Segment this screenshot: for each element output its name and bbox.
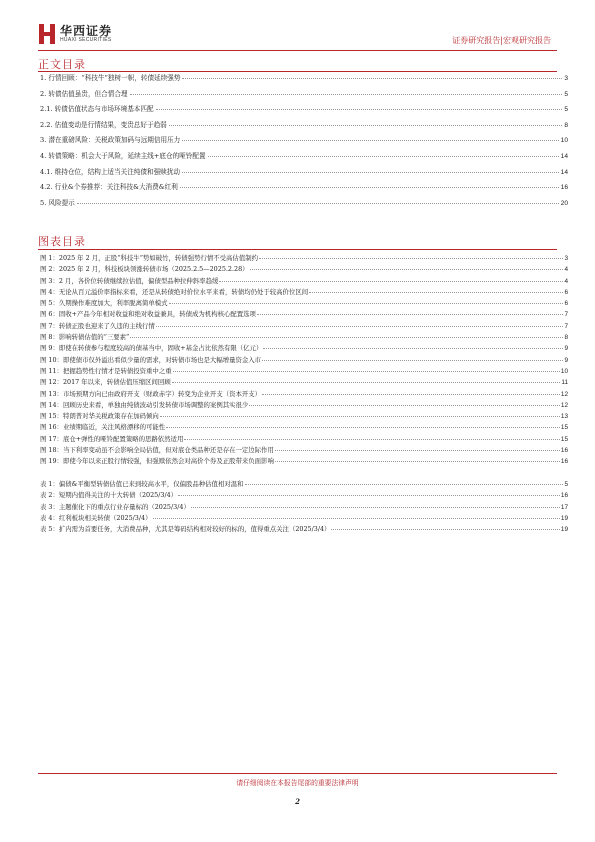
figure-entry-label: 图 1：2025 年 2 月，正股“科技牛”势如破竹，转债强势行情不受高估值制约 (40, 254, 258, 262)
figure-entry-page: 12 (560, 390, 568, 398)
figure-entry-page: 3 (564, 255, 568, 262)
toc-entry-label: 2.1. 转债估值状态与市场环境基本匹配 (40, 105, 154, 114)
figure-entry-page: 11 (561, 379, 568, 387)
toc-entry-label: 3. 潜在重磅风险：关税政策加码与远期信用压力 (40, 136, 181, 145)
toc-entry[interactable] (40, 119, 568, 135)
toc-entry-page: 16 (560, 184, 568, 192)
toc-entry-page: 10 (560, 137, 568, 145)
figure-entry-page: 12 (560, 401, 568, 409)
figure-entry-label: 图 8：影响转债估值的“三要素” (40, 333, 130, 342)
figure-entry[interactable] (40, 434, 568, 445)
company-logo (38, 22, 148, 46)
figure-entry-page: 5 (564, 480, 568, 488)
toc-entry[interactable] (40, 88, 568, 104)
legal-disclaimer: 请仔细阅读在本报告尾部的重要法律声明 (236, 779, 359, 787)
toc-entry-page: 14 (560, 168, 568, 176)
toc-entry[interactable] (40, 72, 568, 88)
toc-entry-page: 20 (560, 199, 568, 207)
figure-entry[interactable] (40, 298, 568, 309)
figure-entry[interactable] (40, 400, 568, 411)
toc-entry-page: 8 (564, 121, 568, 129)
figure-entry[interactable] (40, 513, 568, 524)
dot-leader (130, 94, 563, 95)
figure-entry-label: 表 4：红利板块相关转债（2025/3/4） (40, 513, 152, 522)
figure-entry[interactable] (40, 377, 568, 388)
dot-leader (166, 427, 560, 428)
toc-entry[interactable] (40, 103, 568, 119)
page-header (0, 0, 595, 52)
figure-entry-page: 9 (564, 345, 568, 353)
dot-leader (169, 303, 564, 304)
figure-entry-label: 图 14：回顾历史来看，单独由纯债波动引发转债市场调整的案例其实很少 (40, 400, 249, 409)
figure-entry-label: 图 11：把握趋势性行情才是转债投资重中之重 (40, 366, 172, 375)
dot-leader (77, 203, 559, 204)
figure-entry-label: 图 2：2025 年 2 月，科技板块领涨转债市场（2025.2.5—2025.2.28） (40, 265, 249, 274)
figure-entry-page: 7 (564, 311, 568, 319)
toc-entry[interactable] (40, 166, 568, 182)
dot-leader (259, 258, 563, 259)
figure-entry-page: 6 (564, 300, 568, 308)
dot-leader (184, 439, 560, 440)
dot-leader (156, 326, 564, 327)
dot-leader (180, 187, 559, 188)
figure-entry[interactable] (40, 276, 568, 287)
figure-entry-label: 图 5：久期操作难度加大，利率脱离简单模式 (40, 299, 168, 308)
figures-title-rule (38, 249, 557, 250)
figure-entry[interactable] (40, 287, 568, 298)
dot-leader (191, 507, 560, 508)
dot-leader (262, 360, 563, 361)
toc-list (40, 72, 568, 212)
figure-entry-label: 图 12：2017 年以来，转债估值压缩区间回顾 (40, 378, 171, 387)
dot-leader (331, 529, 559, 530)
figure-entry-label: 图 9：即使在转债参与程度较高的债基当中，固收+基金占比依然有限（亿元） (40, 344, 263, 353)
figure-entry-label: 图 15：特朗普对华关税政策存在加码倾向 (40, 412, 159, 421)
figure-entry-label: 图 4：无论从百元溢价率指标来看，还是从转债绝对价位水平来看，转债均仍处于较高价位区间 (40, 287, 309, 296)
figure-entry-page: 6 (564, 288, 568, 296)
huaxi-logo-icon (38, 22, 56, 46)
figure-entry[interactable] (40, 502, 568, 513)
dot-leader (169, 125, 563, 126)
figure-entry[interactable] (40, 411, 568, 422)
toc-entry-page: 5 (564, 90, 568, 98)
toc-entry[interactable] (40, 181, 568, 197)
toc-entry-page: 14 (560, 152, 568, 160)
figure-entry[interactable] (40, 332, 568, 343)
dot-leader (250, 269, 564, 270)
footer-divider (38, 773, 557, 774)
toc-entry-label: 2.2. 估值变动是行情结果，变贵总好于趋弱 (40, 120, 167, 129)
dot-leader (173, 371, 560, 372)
figure-entry-page: 10 (560, 367, 568, 375)
figure-entry[interactable] (40, 445, 568, 456)
dot-leader (153, 518, 560, 519)
toc-entry-label: 5. 风险提示 (40, 198, 75, 207)
figure-entry[interactable] (40, 309, 568, 320)
dot-leader (182, 78, 562, 79)
dot-leader (275, 450, 560, 451)
dot-leader (262, 394, 560, 395)
figure-entry-page: 16 (560, 447, 568, 455)
dot-leader (172, 382, 561, 383)
figures-list (40, 253, 568, 535)
toc-entry-label: 4.2. 行业&个券推荐：关注科技&大消费&红利 (40, 183, 178, 192)
dot-leader (263, 348, 563, 349)
toc-entry-label: 2. 转债估值虽贵，但合情合理 (40, 89, 128, 98)
logo-english-name: HUAXI SECURITIES (60, 37, 112, 43)
figure-entry-label: 图 18：当下利率变动虽不会影响全局估值，但对底仓类品种还是存在一定边际作用 (40, 446, 274, 455)
report-type-label: 证券研究报告|宏观研究报告 (452, 36, 551, 45)
figure-entry[interactable] (40, 422, 568, 433)
figure-entry[interactable] (40, 253, 568, 264)
figure-entry[interactable] (40, 490, 568, 501)
dot-leader (257, 314, 563, 315)
dot-leader (156, 109, 563, 110)
figure-entry-page: 19 (560, 526, 568, 534)
figure-entry-page: 4 (564, 266, 568, 274)
toc-title: 正文目录 (38, 58, 86, 71)
figure-entry-label: 图 13：市场预期方向已由政府开支（财政赤字）转变为企业开支（资本开支） (40, 389, 262, 398)
figure-entry-label: 图 3：2 月，各价位转债继续拉估值，偏债型品种拉伸斜率趋缓 (40, 276, 219, 285)
toc-entry-page: 3 (564, 75, 568, 82)
toc-entry-label: 1. 行情回顾：“科技牛”独树一帜，转债延续强势 (40, 74, 181, 82)
figure-entry[interactable] (40, 321, 568, 332)
figure-entry-label: 图 6：固收+产品今年相对收益和绝对收益兼具，转债成为机构核心配置选项 (40, 310, 256, 319)
figure-entry[interactable] (40, 343, 568, 354)
figure-entry-label: 表 1：偏债&平衡型转债估值已来到较高水平，仅偏股品种估值相对温和 (40, 479, 244, 488)
figure-entry[interactable] (40, 366, 568, 377)
dot-leader (130, 337, 563, 338)
list-spacer (40, 468, 568, 479)
logo-chinese-name: 华西证券 (60, 24, 113, 38)
figure-entry[interactable] (40, 264, 568, 275)
figure-entry-page: 15 (560, 435, 568, 443)
figure-entry-label: 图 16：业绩期临近，关注风格漂移的可能性 (40, 423, 166, 432)
dot-leader (178, 495, 560, 496)
figure-entry-label: 表 3：主题催化下的重点行业存量标的（2025/3/4） (40, 502, 190, 511)
figure-entry[interactable] (40, 389, 568, 400)
figure-entry[interactable] (40, 479, 568, 490)
figure-entry-page: 13 (560, 413, 568, 421)
figure-entry-page: 9 (564, 356, 568, 364)
dot-leader (182, 140, 558, 141)
figure-entry-label: 图 17：底仓+弹性的哑铃配置策略的思路依然适用 (40, 434, 184, 443)
dot-leader (245, 484, 564, 485)
page-number: 2 (295, 797, 300, 806)
toc-entry-label: 4.1. 维持仓位，结构上适当关注纯债和强赎扰动 (40, 167, 180, 176)
dot-leader (208, 156, 559, 157)
dot-leader (309, 292, 563, 293)
figures-title: 图表目录 (38, 235, 86, 248)
dot-leader (219, 281, 563, 282)
toc-entry-label: 4. 转债策略：机会大于风险，延续主线+底仓的哑铃配置 (40, 151, 206, 160)
figure-entry-label: 表 2：短期内值得关注的十大转债（2025/3/4） (40, 491, 178, 500)
figure-entry-label: 表 5：扩内需为首要任务，大消费品种，尤其是筹码结构相对较好的标的，值得重点关注（2025/3/4） (40, 525, 331, 534)
figure-entry-label: 图 7：转债正股也迎来了久违的主线行情 (40, 321, 155, 330)
dot-leader (182, 172, 559, 173)
dot-leader (160, 416, 560, 417)
figure-entry-label: 图 10：即使债市仅外溢出看似少量的需求，对转债市场也是大幅增量资金入市 (40, 355, 262, 364)
header-divider (38, 50, 557, 51)
figure-entry-page: 17 (560, 503, 568, 511)
figure-entry-page: 7 (564, 322, 568, 330)
toc-entry[interactable] (40, 134, 568, 150)
figure-entry-page: 19 (560, 514, 568, 522)
figure-entry-page: 8 (564, 334, 568, 342)
figure-entry-label: 图 19：即使今年以来正股行情较强，但强赎依然会对高价个券及正股带来负面影响 (40, 457, 274, 466)
figure-entry[interactable] (40, 355, 568, 366)
figure-entry[interactable] (40, 524, 568, 535)
dot-leader (275, 461, 560, 462)
figure-entry[interactable] (40, 456, 568, 467)
toc-entry-page: 5 (564, 106, 568, 114)
figure-entry-page: 4 (564, 277, 568, 285)
figure-entry-page: 16 (560, 492, 568, 500)
dot-leader (249, 405, 560, 406)
figure-entry-page: 15 (560, 424, 568, 432)
toc-entry[interactable] (40, 150, 568, 166)
toc-entry[interactable] (40, 197, 568, 213)
figure-entry-page: 16 (560, 458, 568, 466)
